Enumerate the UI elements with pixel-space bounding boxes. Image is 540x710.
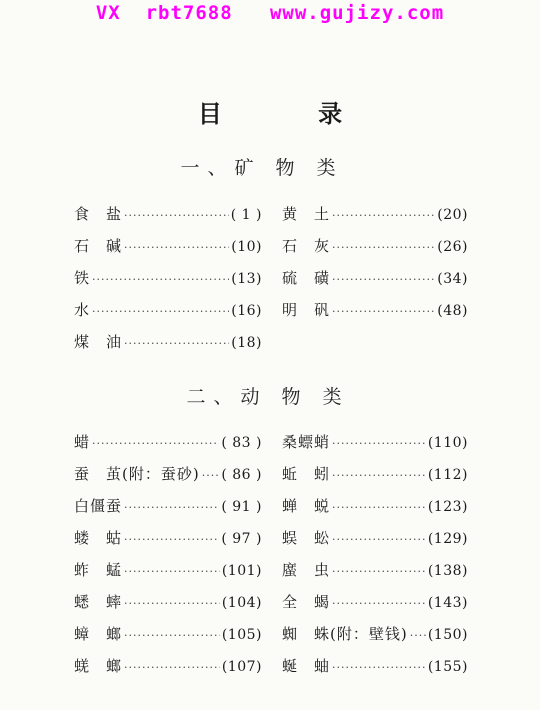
toc-entry: [74, 330, 262, 354]
toc-entry-page: (34): [437, 271, 468, 287]
dot-leader: [202, 464, 220, 488]
toc-entry: [282, 298, 468, 322]
toc-entry-name: 明 矾: [282, 301, 331, 319]
toc-entry: [282, 526, 468, 550]
toc-entry-page: (10): [231, 239, 262, 255]
toc-entry-name: 蟋 蟀: [74, 593, 123, 611]
toc-entry-page: (112): [427, 467, 468, 483]
toc-entry: [74, 494, 262, 518]
toc-entry-page: (20): [437, 207, 468, 223]
dot-leader: [124, 496, 219, 520]
toc-entry: [74, 266, 262, 290]
dot-leader: [332, 236, 435, 260]
toc-entry-name: 铁: [74, 269, 91, 287]
toc-entry: [282, 430, 468, 454]
toc-entry: [282, 494, 468, 518]
dot-leader: [124, 204, 229, 228]
toc-entry-name: 硫 磺: [282, 269, 331, 287]
toc-entry-page: (155): [427, 659, 468, 675]
toc-entry: [74, 234, 262, 258]
dot-leader: [124, 592, 220, 616]
toc-entry-name: 蜘 蛛(附：壁钱): [282, 625, 408, 643]
dot-leader: [332, 560, 426, 584]
toc-entry-name: 䗪 虫: [282, 561, 331, 579]
toc-entry-page: ( 1 ): [230, 207, 262, 223]
toc-entry-page: ( 97 ): [221, 531, 262, 547]
page-title: 目 录: [197, 99, 387, 128]
toc-entry: [74, 590, 262, 614]
toc-entry-name: 食 盐: [74, 205, 123, 223]
dot-leader: [332, 268, 435, 292]
dot-leader: [124, 528, 219, 552]
toc-entry-name: 蚕 茧(附：蚕砂): [74, 465, 200, 483]
dot-leader: [124, 560, 220, 584]
toc-entry-page: (123): [427, 499, 468, 515]
toc-entry-page: ( 83 ): [221, 435, 262, 451]
toc-entry-page: ( 91 ): [221, 499, 262, 515]
section-title-minerals: 一、矿 物 类: [180, 157, 344, 179]
dot-leader: [332, 496, 426, 520]
toc-entry: [282, 622, 468, 646]
toc-entry-name: 蜡: [74, 433, 91, 451]
dot-leader: [92, 300, 229, 324]
toc-entry-page: (107): [221, 659, 262, 675]
dot-leader: [124, 656, 220, 680]
toc-entry-name: 蚱 蜢: [74, 561, 123, 579]
toc-entry-name: 蜒 蚰: [282, 657, 331, 675]
dot-leader: [332, 464, 426, 488]
dot-leader: [332, 656, 426, 680]
toc-entry-name: 水: [74, 301, 91, 319]
toc-entry: [74, 654, 262, 678]
dot-leader: [92, 432, 219, 456]
watermark-banner: VX rbt7688 www.gujizy.com: [95, 2, 445, 24]
toc-entry-name: 蜣 螂: [74, 657, 123, 675]
toc-entry-page: ( 86 ): [221, 467, 262, 483]
toc-entry-page: (13): [231, 271, 262, 287]
toc-entry: [282, 462, 468, 486]
toc-entry-page: (18): [231, 335, 262, 351]
section-title-animals: 二、动 物 类: [186, 386, 350, 408]
toc-entry: [282, 558, 468, 582]
toc-entry: [282, 266, 468, 290]
toc-entry-name: 蝼 蛄: [74, 529, 123, 547]
toc-entry-name: 蟑 螂: [74, 625, 123, 643]
dot-leader: [92, 268, 229, 292]
toc-entry: [74, 202, 262, 226]
toc-entry-name: 蚯 蚓: [282, 465, 331, 483]
toc-entry-page: (26): [437, 239, 468, 255]
toc-entry: [282, 590, 468, 614]
toc-entry-page: (16): [231, 303, 262, 319]
toc-entry-name: 石 碱: [74, 237, 123, 255]
dot-leader: [332, 300, 435, 324]
toc-entry-name: 煤 油: [74, 333, 123, 351]
toc-entry-page: (138): [427, 563, 468, 579]
toc-entry-name: 全 蝎: [282, 593, 331, 611]
dot-leader: [124, 332, 229, 356]
dot-leader: [332, 592, 426, 616]
toc-entry-page: (105): [221, 627, 262, 643]
toc-entry-name: 白僵蚕: [74, 497, 123, 515]
toc-entry-name: 黄 土: [282, 205, 331, 223]
toc-entry-page: (143): [427, 595, 468, 611]
toc-entry: [282, 202, 468, 226]
dot-leader: [332, 432, 426, 456]
toc-entry: [282, 654, 468, 678]
toc-entry-page: (48): [437, 303, 468, 319]
toc-entry: [74, 430, 262, 454]
dot-leader: [124, 624, 220, 648]
toc-entry: [74, 526, 262, 550]
toc-entry-name: 桑螵蛸: [282, 433, 331, 451]
dot-leader: [124, 236, 229, 260]
toc-entry: [74, 558, 262, 582]
toc-entry-page: (150): [427, 627, 468, 643]
toc-entry: [74, 462, 262, 486]
toc-entry-page: (104): [221, 595, 262, 611]
toc-entry-page: (101): [221, 563, 262, 579]
toc-entry-name: 石 灰: [282, 237, 331, 255]
dot-leader: [332, 204, 435, 228]
toc-entry-page: (129): [427, 531, 468, 547]
toc-entry-page: (110): [427, 435, 468, 451]
dot-leader: [332, 528, 426, 552]
dot-leader: [410, 624, 426, 648]
toc-entry: [282, 234, 468, 258]
toc-entry-name: 蜈 蚣: [282, 529, 331, 547]
toc-entry: [74, 298, 262, 322]
toc-entry: [74, 622, 262, 646]
toc-entry-name: 蝉 蜕: [282, 497, 331, 515]
